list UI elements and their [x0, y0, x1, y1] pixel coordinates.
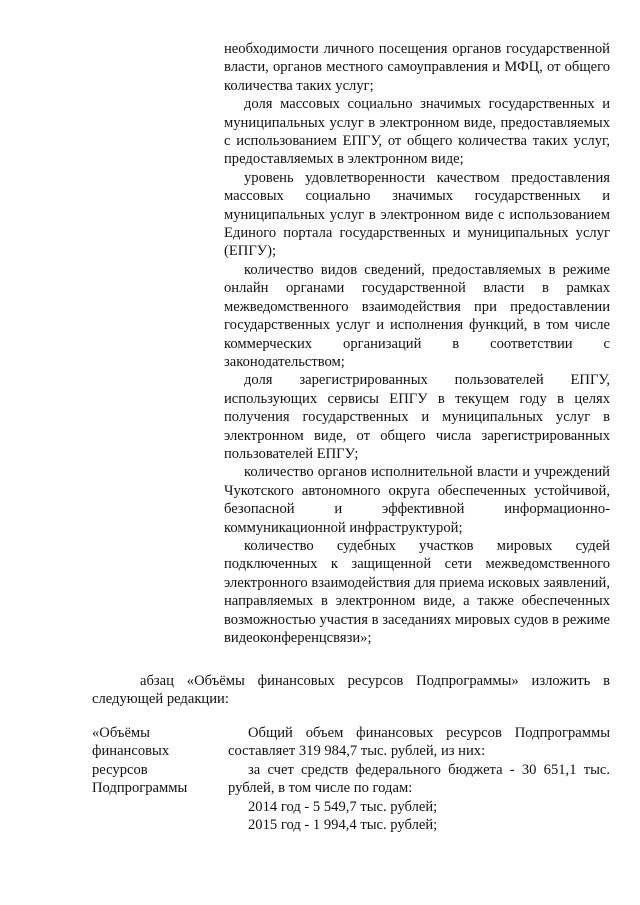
financing-line: Общий объем финансовых ресурсов Подпрограммы составляет 319 984,7 тыс. рублей, из них: — [228, 725, 610, 760]
list-paragraph: количество видов сведений, предоставляемых в режиме онлайн органами государственной власти в рамках межведомственного взаимодействия при предоставлении государственных услуг и исполнения функций, в том числе коммерческих организаций в соответствии с законодательством; — [224, 261, 610, 370]
indicator-list — [224, 40, 610, 647]
list-paragraph: необходимости личного посещения органов государственной власти, органов местного самоуправления и МФЦ, от общего количества таких услуг; — [224, 41, 610, 94]
financing-line: 2014 год - 5 549,7 тыс. рублей; — [248, 798, 438, 815]
list-paragraph: количество судебных участков мировых судей подключенных к защищенной сети межведомственного электронного взаимодействия для приема исковых заявлений, направляемых в электронном виде, а также обеспеченных возможностью участия в заседаниях мировых судов в режиме видеоконференцсвязи»; — [224, 537, 610, 646]
list-paragraph: количество органов исполнительной власти и учреждений Чукотского автономного округа обеспеченных устойчивой, безопасной и эффективной информационно-коммуникационной инфраструктурой; — [224, 464, 610, 536]
amendment-intro: абзац «Объёмы финансовых ресурсов Подпрограммы» изложить в следующей редакции: — [92, 673, 610, 708]
financing-line: за счет средств федерального бюджета - 30 651,1 тыс. рублей, в том числе по годам: — [228, 761, 610, 797]
list-paragraph: доля зарегистрированных пользователей ЕПГУ, использующих сервисы ЕПГУ в текущем году в целях получения государственных и муниципальных услуг в электронном виде, от общего числа зарегистрированных пользователей ЕПГУ; — [224, 372, 610, 462]
list-paragraph: уровень удовлетворенности качеством предоставления массовых социально значимых государственных и муниципальных услуг в электронном виде с использованием Единого портала государственных и муниципальных услуг (ЕПГУ); — [224, 169, 610, 260]
financing-line: 2015 год - 1 994,4 тыс. рублей; — [248, 817, 438, 834]
financing-details — [228, 724, 610, 834]
financing-label: «Объёмы финансовых ресурсов Подпрограммы — [92, 725, 188, 797]
list-paragraph: доля массовых социально значимых государственных и муниципальных услуг в электронном виде, предоставляемых с использованием ЕПГУ, от общего количества таких услуг, предоставляемых в электронном виде; — [224, 96, 610, 168]
